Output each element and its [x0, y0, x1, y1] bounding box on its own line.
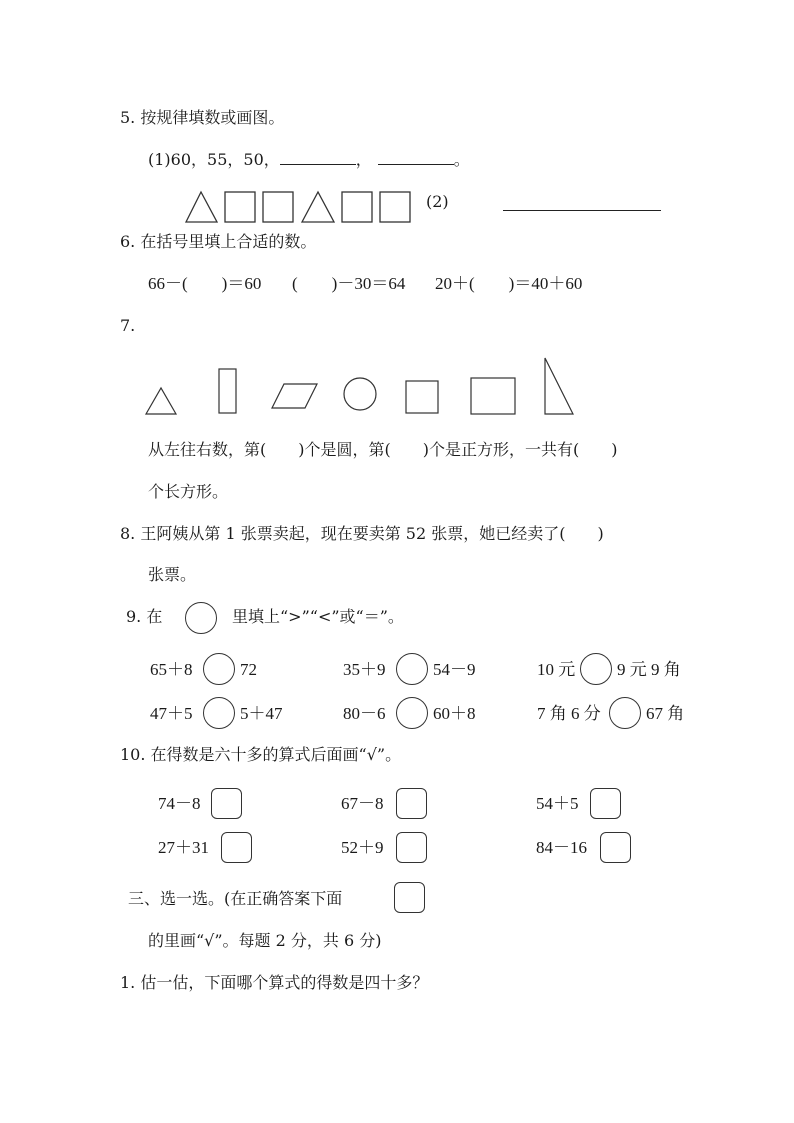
- q5-blank-2[interactable]: [378, 150, 454, 165]
- q5-blank-1[interactable]: [280, 150, 356, 165]
- q9-r1c1-right: 72: [240, 660, 257, 679]
- q7-shapes: [140, 356, 580, 418]
- check-box[interactable]: [396, 832, 427, 863]
- q10-title: 10. 在得数是六十多的算式后面画“√”。: [120, 745, 402, 764]
- q6-eq1[interactable]: 66－( )＝60: [148, 274, 262, 293]
- q9-r1c1-left: 65＋8: [150, 660, 193, 679]
- q6-eq2[interactable]: ( )－30＝64: [292, 274, 406, 293]
- compare-circle[interactable]: [396, 653, 428, 685]
- q7-number: 7.: [120, 316, 136, 335]
- q10-r1c2: 67－8: [341, 794, 384, 813]
- q8-line1: 8. 王阿姨从第 1 张票卖起，现在要卖第 52 张票，她已经卖了( ): [120, 524, 604, 543]
- section3-line1: 三、选一选。(在正确答案下面: [128, 889, 343, 908]
- q10-r1c3: 54＋5: [536, 794, 579, 813]
- q9-r2c3-left: 7 角 6 分: [537, 704, 601, 723]
- compare-circle[interactable]: [203, 653, 235, 685]
- q5-part1-end: 。: [453, 150, 470, 169]
- q7-line1: 从左往右数，第( )个是圆，第( )个是正方形，一共有( ): [148, 440, 618, 459]
- triangle-icon: [302, 192, 334, 222]
- q7-line2: 个长方形。: [148, 482, 229, 501]
- check-box[interactable]: [600, 832, 631, 863]
- check-box[interactable]: [211, 788, 242, 819]
- compare-circle[interactable]: [609, 697, 641, 729]
- q9-r2c1-right: 5＋47: [240, 704, 283, 723]
- square-icon: [263, 192, 293, 222]
- q5-part1-comma: ，: [355, 150, 372, 169]
- q9-r1c3-left: 10 元: [537, 660, 576, 679]
- rectangle-icon: [219, 369, 236, 413]
- compare-circle[interactable]: [580, 653, 612, 685]
- q6-eq3[interactable]: 20＋( )＝40＋60: [435, 274, 583, 293]
- compare-circle[interactable]: [203, 697, 235, 729]
- q8-line2: 张票。: [148, 565, 197, 584]
- q5-part1: [148, 150, 470, 170]
- check-box[interactable]: [221, 832, 252, 863]
- q9-r1c3-right: 9 元 9 角: [617, 660, 681, 679]
- q5-title: 5. 按规律填数或画图。: [120, 108, 285, 127]
- circle-icon: [344, 378, 376, 410]
- q5-answer-line[interactable]: [503, 210, 661, 211]
- triangle-icon: [146, 388, 176, 414]
- compare-circle[interactable]: [396, 697, 428, 729]
- square-icon: [225, 192, 255, 222]
- q5-part2-label: (2): [426, 192, 449, 211]
- q9-suffix: 里填上“>”“<”或“＝”。: [232, 607, 404, 626]
- circle-icon: [185, 602, 217, 634]
- q9-prefix: 9. 在: [126, 607, 163, 626]
- parallelogram-icon: [272, 384, 317, 408]
- triangle-icon: [186, 192, 217, 222]
- q10-r2c3: 84－16: [536, 838, 587, 857]
- q9-r2c3-right: 67 角: [646, 704, 685, 723]
- q9-r2c2-left: 80－6: [343, 704, 386, 723]
- right-triangle-icon: [545, 358, 573, 414]
- square-icon: [380, 192, 410, 222]
- q9-r1c2-right: 54－9: [433, 660, 476, 679]
- check-box[interactable]: [590, 788, 621, 819]
- q10-r1c1: 74－8: [158, 794, 201, 813]
- square-icon: [471, 378, 515, 414]
- q5-part1-prefix: (1)60，55，50，: [148, 150, 280, 169]
- q9-r2c1-left: 47＋5: [150, 704, 193, 723]
- q10-r2c2: 52＋9: [341, 838, 384, 857]
- q9-r1c2-left: 35＋9: [343, 660, 386, 679]
- square-icon: [342, 192, 372, 222]
- square-icon: [406, 381, 438, 413]
- answer-box-icon: [394, 882, 425, 913]
- q6-title: 6. 在括号里填上合适的数。: [120, 232, 317, 251]
- q10-r2c1: 27＋31: [158, 838, 209, 857]
- section3-line2: 的里画“√”。每题 2 分，共 6 分): [148, 931, 382, 950]
- q9-r2c2-right: 60＋8: [433, 704, 476, 723]
- s3q1-text: 1. 估一估，下面哪个算式的得数是四十多？: [120, 973, 429, 992]
- check-box[interactable]: [396, 788, 427, 819]
- q5-pattern: [184, 190, 416, 224]
